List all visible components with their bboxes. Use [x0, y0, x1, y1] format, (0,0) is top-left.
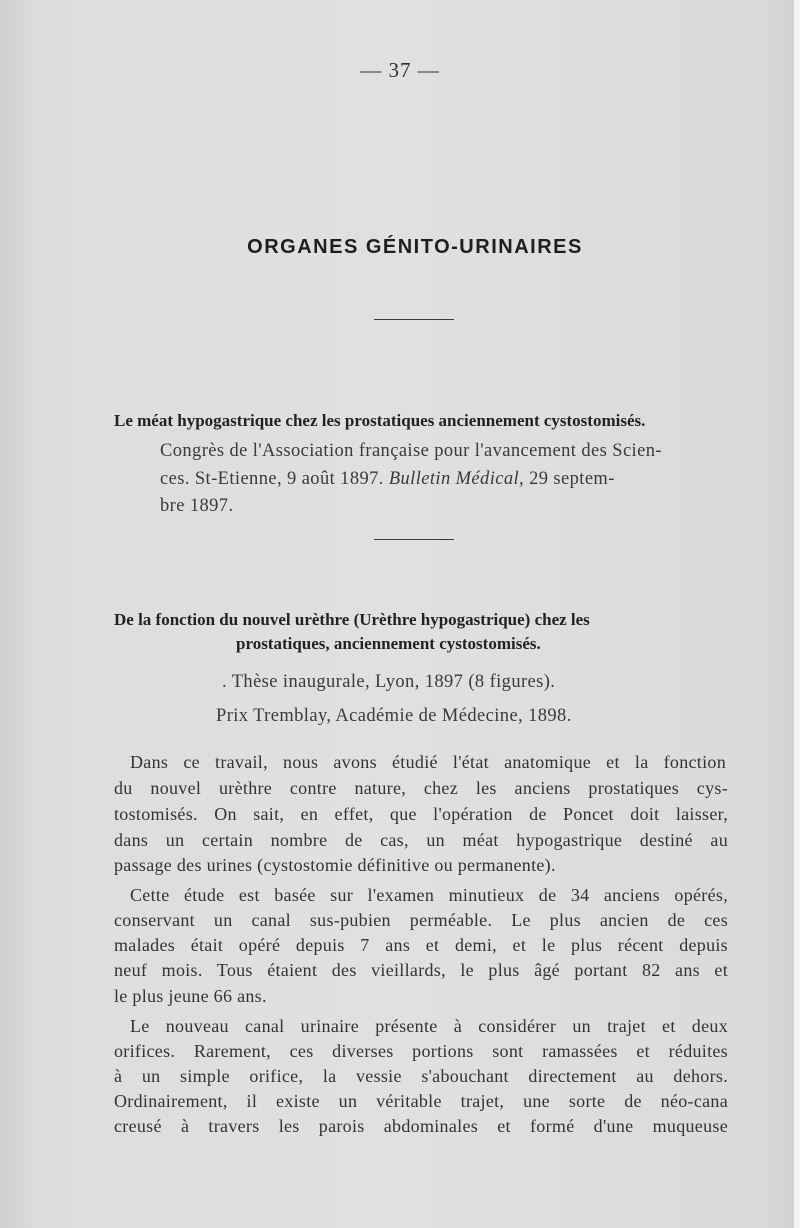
paragraph-3-line-4: Ordinairement, il existe un véritable trajet, une sorte de néo-cana	[114, 1091, 728, 1111]
paragraph-2-line-4: neuf mois. Tous étaient des vieillards, le plus âgé portant 82 ans et	[114, 960, 728, 980]
paragraph-2-line-1: Cette étude est basée sur l'examen minutieux de 34 anciens opérés,	[130, 885, 728, 905]
paragraph-3-line-5: creusé à travers les parois abdominales et formé d'une muqueuse	[114, 1116, 728, 1136]
entry-2-line-2: Prix Tremblay, Académie de Médecine, 1898.	[216, 706, 572, 726]
entry-1-line-2	[160, 465, 615, 493]
entry-divider	[374, 539, 454, 540]
entry-2-title-line-2: prostatiques, anciennement cystostomisés.	[236, 634, 541, 653]
entry-1-line-2-end: 29 septem-	[524, 469, 615, 489]
journal-title: Bulletin Médical,	[388, 469, 525, 489]
entry-2-title-line-1: De la fonction du nouvel urèthre (Urèthre hypogastrique) chez les	[114, 610, 590, 629]
entry-2-line-1: . Thèse inaugurale, Lyon, 1897 (8 figures).	[222, 672, 556, 692]
paragraph-1-line-4: dans un certain nombre de cas, un méat hypogastrique destiné au	[114, 830, 728, 850]
paragraph-2-line-3: malades était opéré depuis 7 ans et demi, et le plus récent depuis	[114, 935, 728, 955]
paragraph-3-line-1: Le nouveau canal urinaire présente à considérer un trajet et deux	[130, 1016, 728, 1036]
entry-1-line-3: bre 1897.	[160, 496, 234, 516]
entry-1-line-1: Congrès de l'Association française pour l'avancement des Scien-	[160, 441, 662, 461]
entry-1-title: Le méat hypogastrique chez les prostatiques anciennement cystostomisés.	[114, 411, 646, 430]
paragraph-1-line-3: tostomisés. On sait, en effet, que l'opération de Poncet doit laisser,	[114, 804, 728, 824]
section-title: ORGANES GÉNITO-URINAIRES	[247, 236, 583, 258]
paragraph-1-line-2: du nouvel urèthre contre nature, chez les anciens prostatiques cys-	[114, 778, 728, 798]
page-number: — 37 —	[360, 58, 440, 82]
paragraph-1-line-5: passage des urines (cystostomie définitive ou permanente).	[114, 855, 556, 875]
paragraph-3-line-2: orifices. Rarement, ces diverses portions sont ramassées et réduites	[114, 1041, 728, 1061]
paragraph-1-line-1: Dans ce travail, nous avons étudié l'état anatomique et la fonction	[130, 752, 726, 772]
paragraph-3-line-3: à un simple orifice, la vessie s'abouchant directement au dehors.	[114, 1066, 728, 1086]
entry-1-line-2-start: ces. St-Etienne, 9 août 1897.	[160, 469, 389, 489]
paragraph-2-line-2: conservant un canal sus-pubien perméable. Le plus ancien de ces	[114, 910, 728, 930]
page-edge	[794, 0, 800, 1228]
section-divider	[374, 319, 454, 320]
paragraph-2-line-5: le plus jeune 66 ans.	[114, 986, 267, 1006]
